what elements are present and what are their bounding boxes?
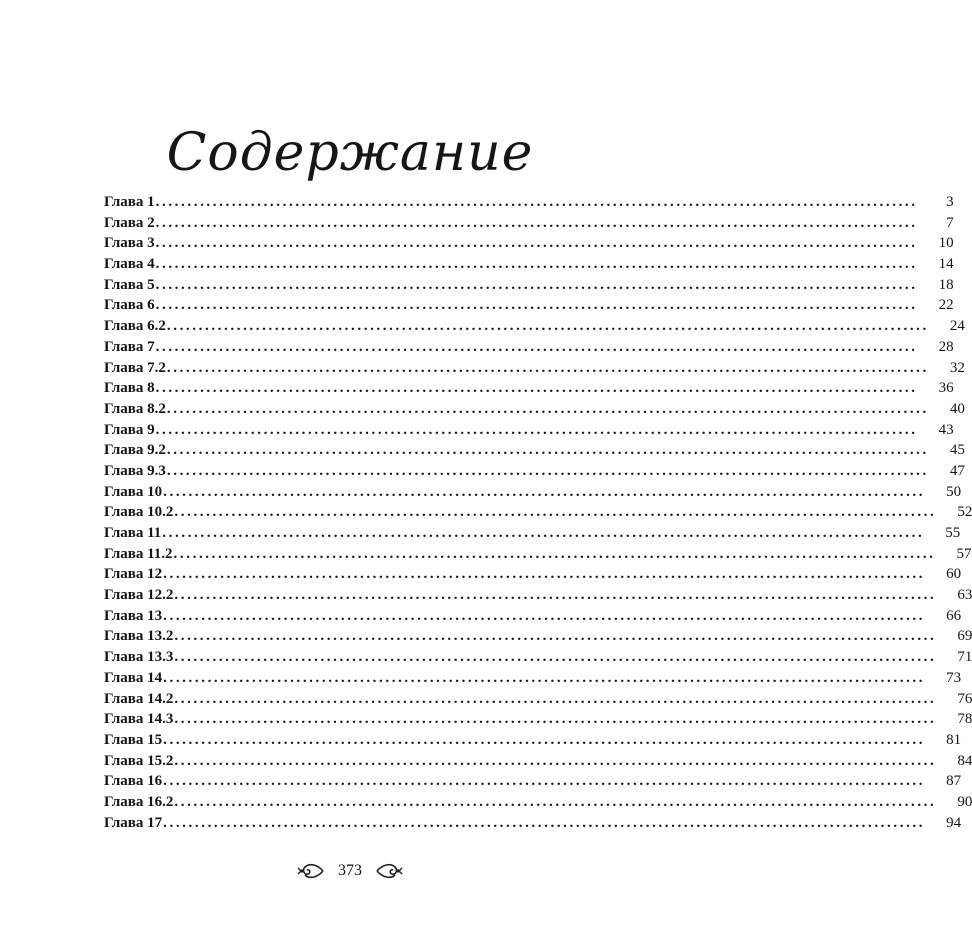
toc-entry-label: Глава 13.3 <box>104 649 174 666</box>
toc-entry-page: 50 <box>946 483 962 500</box>
toc-entry-page: 69 <box>957 628 972 645</box>
toc-entry-label: Глава 13.2 <box>104 628 174 645</box>
toc-entry-label: Глава 9.2 <box>104 442 166 459</box>
toc-entry-page: 36 <box>938 380 954 397</box>
toc-entry-page: 7 <box>946 214 954 231</box>
fleuron-right-icon <box>374 858 404 884</box>
toc-entry-label: Глава 1 <box>104 194 155 210</box>
toc-entry <box>104 751 972 772</box>
dot-leader: ........................................................................................................................ <box>166 442 929 459</box>
toc-entry <box>104 337 954 358</box>
toc-entry-page: 66 <box>946 607 962 624</box>
toc-entry-label: Глава 15.2 <box>104 752 174 769</box>
toc-entry <box>104 295 954 316</box>
toc-entry-page: 94 <box>946 814 962 831</box>
toc-entry <box>104 606 962 627</box>
toc-entry-label: Глава 16 <box>104 773 163 790</box>
dot-leader: ........................................................................................................................ <box>166 359 929 376</box>
dot-leader: ........................................................................................................................ <box>174 793 937 810</box>
dot-leader: ........................................................................................................................ <box>163 773 926 790</box>
dot-leader: ........................................................................................................................ <box>166 318 929 335</box>
dot-leader: ........................................................................................................................ <box>155 338 918 355</box>
toc-entry-label: Глава 12 <box>104 566 163 583</box>
toc-entry-page: 45 <box>949 442 965 459</box>
toc-entry-label: Глава 13 <box>104 607 163 624</box>
toc-entry-page: 87 <box>946 773 962 790</box>
dot-leader: ........................................................................................................................ <box>155 194 918 210</box>
dot-leader: ........................................................................................................................ <box>174 711 937 728</box>
toc-entry <box>104 440 965 461</box>
toc-entry-page: 76 <box>957 690 972 707</box>
toc-entry-label: Глава 11 <box>104 525 162 541</box>
toc-entry-page: 71 <box>957 649 972 666</box>
toc-entry-label: Глава 10 <box>104 483 163 500</box>
toc-entry-label: Глава 15 <box>104 731 163 748</box>
toc-entry-label: Глава 6 <box>104 297 155 314</box>
toc-entry <box>104 213 954 234</box>
toc-entry <box>104 461 965 482</box>
dot-leader: ........................................................................................................................ <box>155 380 918 397</box>
toc-entry-label: Глава 2 <box>104 214 155 231</box>
toc-entry <box>104 792 972 813</box>
toc-entry <box>104 626 972 647</box>
dot-leader: ........................................................................................................................ <box>163 814 926 831</box>
toc-entry-page: 63 <box>957 587 972 604</box>
toc-entry-label: Глава 16.2 <box>104 793 174 810</box>
table-of-contents <box>104 192 972 833</box>
toc-entry-page: 55 <box>945 525 961 541</box>
toc-entry <box>104 482 962 503</box>
page-title: Содержание <box>166 123 534 183</box>
toc-entry <box>104 502 972 523</box>
toc-entry-page: 84 <box>957 752 972 769</box>
toc-entry-label: Глава 17 <box>104 814 163 831</box>
dot-leader: ........................................................................................................................ <box>166 400 929 417</box>
dot-leader: ........................................................................................................................ <box>163 607 926 624</box>
toc-entry-page: 78 <box>957 711 972 728</box>
toc-entry <box>104 689 972 710</box>
toc-entry <box>104 564 962 585</box>
toc-entry <box>104 585 972 606</box>
toc-entry-page: 40 <box>949 400 965 417</box>
toc-entry-page: 10 <box>938 235 954 252</box>
toc-entry <box>104 254 954 275</box>
dot-leader: ........................................................................................................................ <box>155 297 918 314</box>
toc-entry-label: Глава 7 <box>104 338 155 355</box>
dot-leader: ........................................................................................................................ <box>174 628 937 645</box>
dot-leader: ........................................................................................................................ <box>155 276 918 293</box>
toc-entry <box>104 316 965 337</box>
toc-entry-label: Глава 9.3 <box>104 462 166 479</box>
dot-leader: ........................................................................................................................ <box>155 214 918 231</box>
dot-leader: ........................................................................................................................ <box>163 566 926 583</box>
toc-entry <box>104 668 962 689</box>
dot-leader: ........................................................................................................................ <box>163 731 926 748</box>
dot-leader: ........................................................................................................................ <box>162 525 925 541</box>
toc-entry <box>104 378 954 399</box>
toc-entry-label: Глава 4 <box>104 256 155 273</box>
dot-leader: ........................................................................................................................ <box>155 256 918 273</box>
toc-entry-label: Глава 14 <box>104 669 163 686</box>
toc-entry <box>104 420 954 441</box>
toc-entry-page: 57 <box>956 545 972 562</box>
dot-leader: ........................................................................................................................ <box>173 545 936 562</box>
fleuron-left-icon <box>296 858 326 884</box>
toc-entry <box>104 730 962 751</box>
toc-entry-label: Глава 3 <box>104 235 155 252</box>
toc-entry-label: Глава 8.2 <box>104 400 166 417</box>
toc-entry <box>104 544 972 565</box>
toc-entry-page: 28 <box>938 338 954 355</box>
dot-leader: ........................................................................................................................ <box>174 690 937 707</box>
toc-entry-page: 90 <box>957 793 972 810</box>
toc-entry <box>104 709 972 730</box>
toc-entry-label: Глава 8 <box>104 380 155 397</box>
toc-entry-label: Глава 10.2 <box>104 504 174 521</box>
toc-entry <box>104 523 961 544</box>
dot-leader: ........................................................................................................................ <box>155 235 918 252</box>
toc-entry <box>104 399 965 420</box>
toc-entry-label: Глава 9 <box>104 421 155 438</box>
toc-entry-label: Глава 5 <box>104 276 155 293</box>
page-number: 373 <box>338 862 362 879</box>
toc-entry <box>104 358 965 379</box>
dot-leader: ........................................................................................................................ <box>155 421 918 438</box>
dot-leader: ........................................................................................................................ <box>174 649 937 666</box>
toc-entry-page: 14 <box>938 256 954 273</box>
toc-entry <box>104 275 954 296</box>
toc-entry-page: 47 <box>949 462 965 479</box>
toc-entry-page: 24 <box>949 318 965 335</box>
dot-leader: ........................................................................................................................ <box>163 669 926 686</box>
toc-entry-label: Глава 6.2 <box>104 318 166 335</box>
dot-leader: ........................................................................................................................ <box>174 752 937 769</box>
toc-entry-page: 22 <box>938 297 954 314</box>
dot-leader: ........................................................................................................................ <box>174 504 937 521</box>
toc-entry-label: Глава 7.2 <box>104 359 166 376</box>
toc-entry-page: 52 <box>957 504 972 521</box>
toc-entry-page: 43 <box>938 421 954 438</box>
dot-leader: ........................................................................................................................ <box>166 462 929 479</box>
toc-entry <box>104 813 962 834</box>
toc-entry-label: Глава 12.2 <box>104 587 174 604</box>
page-footer <box>0 856 700 886</box>
toc-entry <box>104 192 954 213</box>
toc-entry <box>104 771 962 792</box>
toc-entry <box>104 647 972 668</box>
toc-entry-page: 32 <box>949 359 965 376</box>
toc-entry <box>104 233 954 254</box>
toc-entry-label: Глава 11.2 <box>104 545 173 562</box>
dot-leader: ........................................................................................................................ <box>174 587 937 604</box>
toc-entry-page: 3 <box>946 194 954 210</box>
toc-entry-page: 81 <box>946 731 962 748</box>
toc-entry-label: Глава 14.2 <box>104 690 174 707</box>
toc-entry-label: Глава 14.3 <box>104 711 174 728</box>
toc-entry-page: 60 <box>946 566 962 583</box>
dot-leader: ........................................................................................................................ <box>163 483 926 500</box>
toc-entry-page: 18 <box>938 276 954 293</box>
toc-entry-page: 73 <box>946 669 962 686</box>
